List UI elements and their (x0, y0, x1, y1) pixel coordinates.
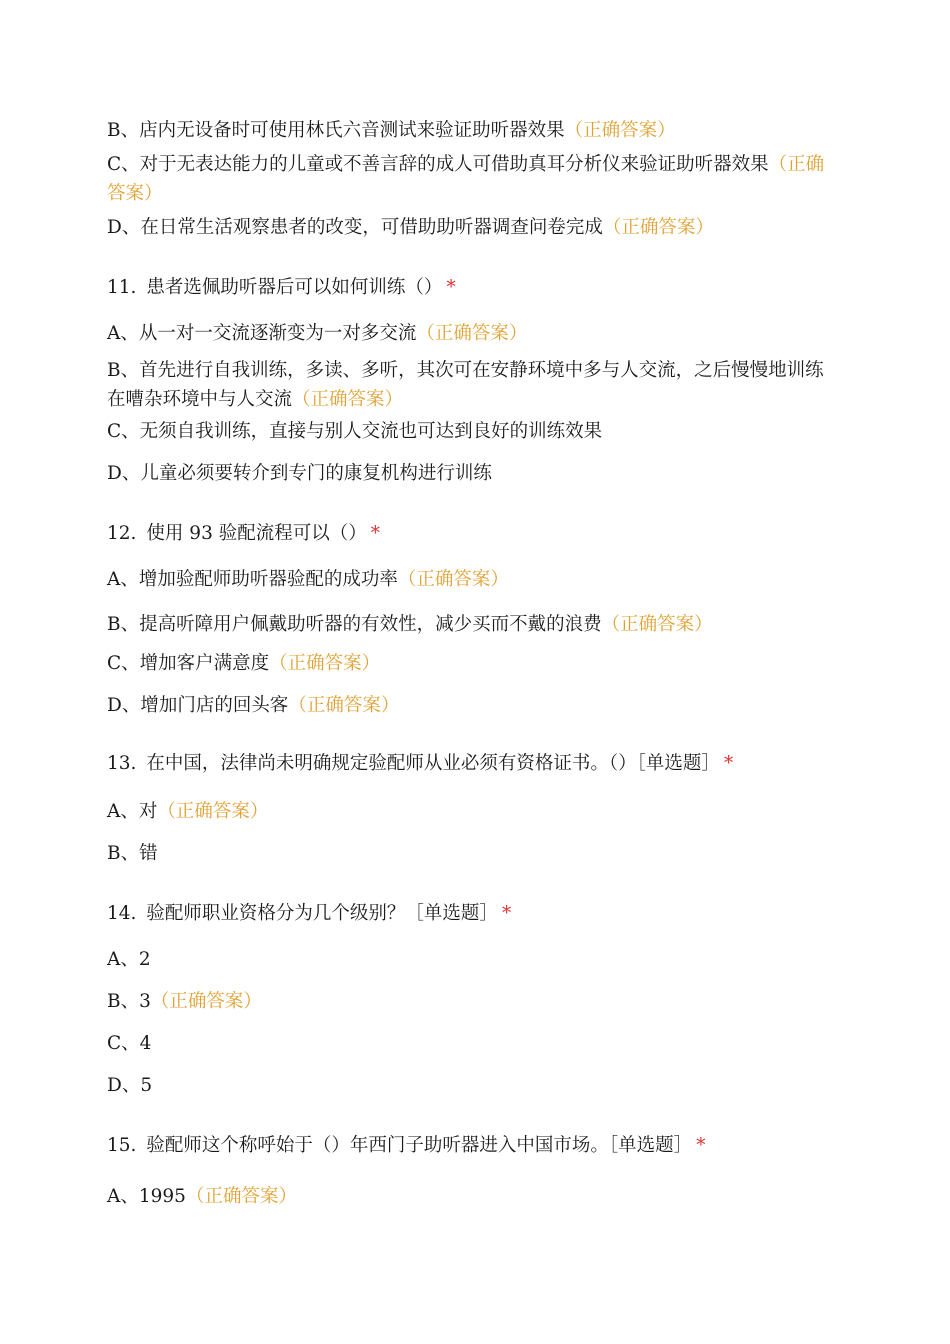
question-number: 12. (107, 523, 137, 544)
option-q14-d (107, 1071, 837, 1100)
option-text: A、从一对一交流逐渐变为一对多交流 (107, 323, 417, 344)
question-12 (107, 519, 837, 548)
option-q11-d (107, 459, 837, 488)
question-number: 11. (107, 277, 137, 298)
correct-answer-tag: （正确答案） (416, 323, 528, 344)
option-text: B、店内无设备时可使用林氏六音测试来验证助听器效果 (107, 120, 565, 141)
option-text: B、3 (107, 991, 151, 1012)
option-q11-c (107, 417, 837, 446)
required-mark: * (370, 523, 380, 544)
option-text: B、提高听障用户佩戴助听器的有效性，减少买而不戴的浪费 (107, 614, 602, 635)
option-q10-b (107, 116, 837, 145)
option-q14-a (107, 945, 837, 974)
option-text: C、增加客户满意度 (107, 653, 270, 674)
question-number: 15. (107, 1135, 137, 1156)
correct-answer-tag: （正确答案） (288, 695, 400, 716)
question-number: 13. (107, 753, 137, 774)
option-q11-a (107, 319, 837, 348)
option-text: B、首先进行自我训练，多读、多听，其次可在安静环境中多与人交流，之后慢慢地训练在嘈杂环境中与人交流 (107, 360, 824, 410)
correct-answer-tag: （正确答案） (292, 389, 404, 410)
option-text: C、无须自我训练，直接与别人交流也可达到良好的训练效果 (107, 421, 603, 442)
option-q12-b (107, 610, 837, 639)
option-q10-d (107, 213, 837, 242)
correct-answer-tag: （正确答案） (601, 614, 713, 635)
question-text: 使用 93 验配流程可以（） (146, 523, 367, 544)
required-mark: * (696, 1135, 706, 1156)
question-13 (107, 749, 837, 778)
correct-answer-tag: （正确答案） (602, 217, 714, 238)
correct-answer-tag: （正确答案） (107, 154, 825, 204)
required-mark: * (723, 753, 734, 774)
option-text: D、儿童必须要转介到专门的康复机构进行训练 (107, 463, 492, 484)
correct-answer-tag: （正确答案） (185, 1186, 297, 1207)
option-q12-a (107, 565, 837, 594)
required-mark: * (446, 277, 456, 298)
question-text: 患者选佩助听器后可以如何训练（） (146, 277, 443, 298)
option-q14-c (107, 1029, 837, 1058)
option-text: D、在日常生活观察患者的改变，可借助助听器调查问卷完成 (107, 217, 603, 238)
option-text: C、4 (107, 1033, 152, 1054)
option-text: B、错 (107, 843, 158, 864)
question-text: 验配师这个称呼始于（）年西门子助听器进入中国市场。［单选题］ (146, 1135, 693, 1156)
required-mark: * (501, 903, 512, 924)
option-text: A、增加验配师助听器验配的成功率 (107, 569, 398, 590)
option-q13-b (107, 839, 837, 868)
option-q14-b (107, 987, 837, 1016)
option-q13-a (107, 797, 837, 826)
question-14 (107, 899, 837, 928)
option-text: D、5 (107, 1075, 153, 1096)
correct-answer-tag: （正确答案） (269, 653, 381, 674)
option-q15-a (107, 1182, 837, 1211)
question-text: 验配师职业资格分为几个级别？［单选题］ (146, 903, 498, 924)
correct-answer-tag: （正确答案） (397, 569, 509, 590)
question-text: 在中国，法律尚未明确规定验配师从业必须有资格证书。（）［单选题］ (146, 753, 720, 774)
option-q10-c (107, 150, 837, 208)
question-15 (107, 1131, 837, 1160)
option-q11-b (107, 356, 837, 414)
correct-answer-tag: （正确答案） (157, 801, 269, 822)
question-11 (107, 273, 837, 302)
option-text: D、增加门店的回头客 (107, 695, 289, 716)
option-text: A、1995 (107, 1186, 186, 1207)
correct-answer-tag: （正确答案） (564, 120, 676, 141)
option-q12-d (107, 691, 837, 720)
option-text: A、对 (107, 801, 158, 822)
question-number: 14. (107, 903, 137, 924)
option-text: C、对于无表达能力的儿童或不善言辞的成人可借助真耳分析仪来验证助听器效果 (107, 154, 769, 175)
correct-answer-tag: （正确答案） (150, 991, 262, 1012)
option-text: A、2 (107, 949, 151, 970)
option-q12-c (107, 649, 837, 678)
